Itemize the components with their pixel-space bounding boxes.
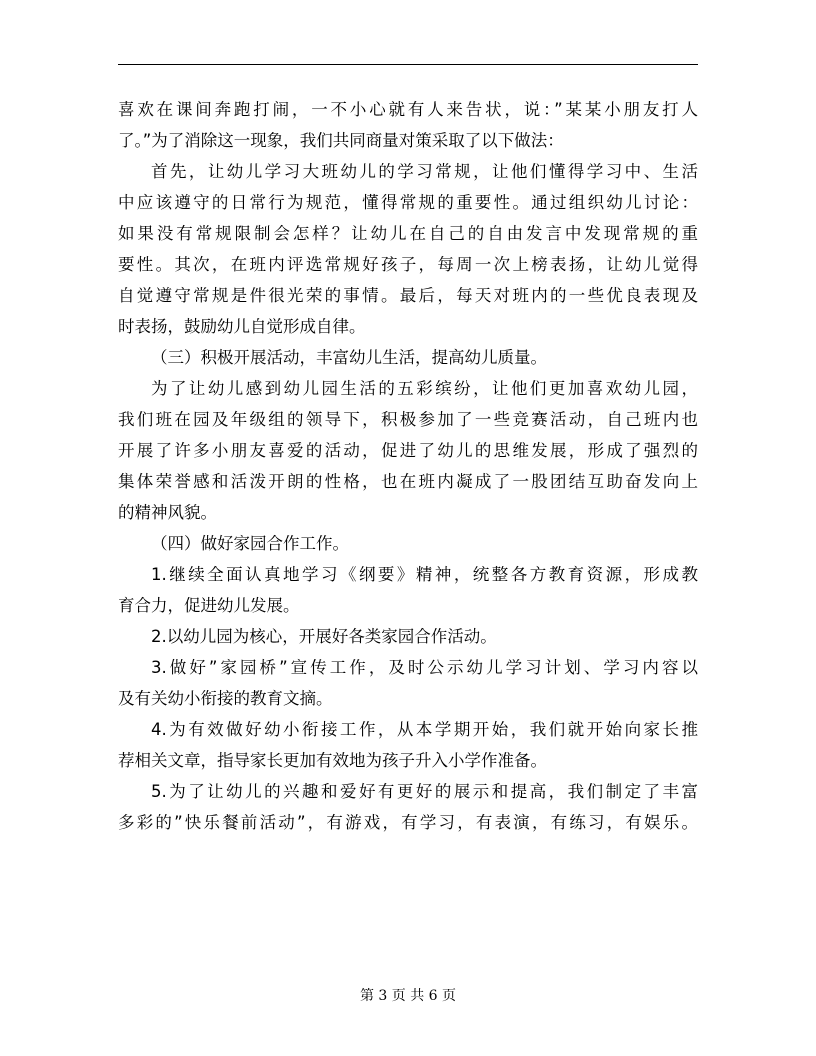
paragraph-first-line: 首先，让幼儿学习大班幼儿的学习常规，让他们懂得学习中、生活 [151, 162, 698, 181]
text-line: 的精神风貌。 [118, 503, 217, 522]
text-line: 集体荣誉感和活泼开朗的性格，也在班内凝成了一股团结互助奋发向上 [118, 472, 698, 491]
text-line: 喜欢在课间奔跑打闹，一不小心就有人来告状，说：”某某小朋友打人 [118, 100, 698, 119]
list-item-first-line: 2.以幼儿园为核心，开展好各类家园合作活动。 [151, 627, 497, 646]
paragraph-first-line: 为了让幼儿感到幼儿园生活的五彩缤纷，让他们更加喜欢幼儿园， [151, 379, 698, 398]
page-number-footer: 第 3 页 共 6 页 [359, 988, 457, 1004]
list-item-first-line: 5.为了让幼儿的兴趣和爱好有更好的展示和提高，我们制定了丰富 [151, 782, 698, 801]
text-line: 要性。其次，在班内评选常规好孩子，每周一次上榜表扬，让幼儿觉得 [118, 255, 698, 274]
text-line: 多彩的”快乐餐前活动”，有游戏，有学习，有表演，有练习，有娱乐。 [118, 813, 698, 832]
list-item-first-line: 3.做好”家园桥”宣传工作，及时公示幼儿学习计划、学习内容以 [151, 658, 698, 677]
header-rule [118, 64, 698, 65]
text-line: 我们班在园及年级组的领导下，积极参加了一些竞赛活动，自己班内也 [118, 410, 698, 429]
text-line: 荐相关文章，指导家长更加有效地为孩子升入小学作准备。 [118, 751, 547, 770]
list-item-first-line: 1.继续全面认真地学习《纲要》精神，统整各方教育资源，形成教 [151, 565, 698, 584]
text-line: 时表扬，鼓励幼儿自觉形成自律。 [118, 317, 366, 336]
text-line: 自觉遵守常规是件很光荣的事情。最后，每天对班内的一些优良表现及 [118, 286, 698, 305]
section-heading: （三）积极开展活动，丰富幼儿生活，提高幼儿质量。 [151, 348, 547, 367]
document-body [118, 94, 698, 838]
section-heading: （四）做好家园合作工作。 [151, 534, 349, 553]
text-line: 中应该遵守的日常行为规范，懂得常规的重要性。通过组织幼儿讨论： [118, 193, 698, 212]
text-line: 如果没有常规限制会怎样？让幼儿在自己的自由发言中发现常规的重 [118, 224, 698, 243]
list-item-first-line: 4.为有效做好幼小衔接工作，从本学期开始，我们就开始向家长推 [151, 720, 698, 739]
text-line: 育合力，促进幼儿发展。 [118, 596, 300, 615]
text-line: 及有关幼小衔接的教育文摘。 [118, 689, 333, 708]
text-line: 开展了许多小朋友喜爱的活动，促进了幼儿的思维发展，形成了强烈的 [118, 441, 698, 460]
text-line: 了。”为了消除这一现象，我们共同商量对策采取了以下做法： [118, 131, 564, 150]
